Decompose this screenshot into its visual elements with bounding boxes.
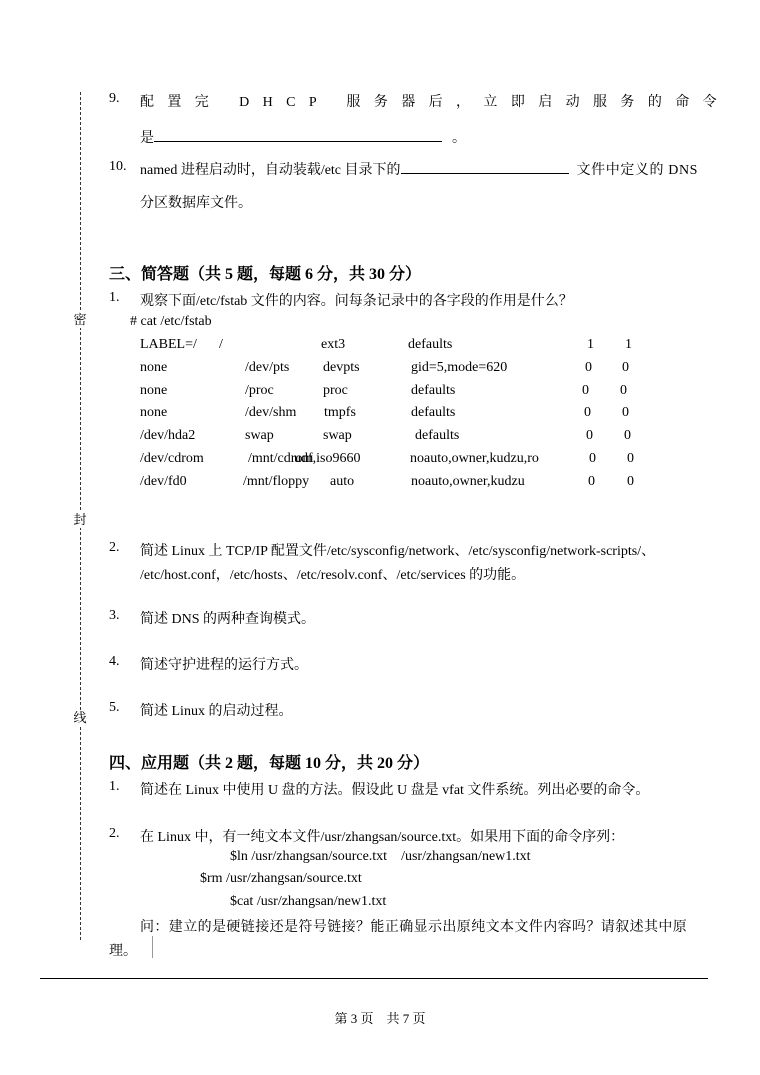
s4-q2-number: 2.	[109, 826, 120, 841]
section4-title: 四、应用题（共 2 题，每题 10 分，共 20 分）	[109, 755, 430, 772]
fstab-field: 0	[589, 451, 596, 466]
fstab-field: /dev/pts	[245, 359, 290, 375]
fill-in-10-pre: named 进程启动时，自动装载/etc 目录下的	[140, 163, 401, 178]
fill-in-9-text: 配置完 DHCP 服务器后，立即启动服务的命令	[140, 95, 731, 110]
text-cursor	[152, 936, 153, 958]
section3-title: 三、简答题（共 5 题，每题 6 分，共 30 分）	[109, 266, 422, 283]
page-footer: 第 3 页 共 7 页	[334, 1011, 426, 1026]
fill-in-10-number: 10.	[109, 159, 127, 174]
fstab-field: defaults	[415, 428, 460, 444]
fstab-row	[0, 428, 760, 450]
s3-q3-number: 3.	[109, 608, 120, 623]
fstab-field: gid=5,mode=620	[411, 359, 508, 375]
fstab-field: 0	[624, 428, 631, 444]
fstab-row	[0, 474, 760, 496]
fstab-field: defaults	[411, 405, 456, 421]
s4-q2-cmd1: $ln /usr/zhangsan/source.txt /usr/zhangsan/new1.txt	[230, 849, 531, 864]
fstab-field: defaults	[411, 382, 456, 398]
s4-q2-question-line1: 问：建立的是硬链接还是符号链接？能正确显示出原纯文本文件内容吗？请叙述其中原	[140, 920, 688, 935]
seal-char-xian: 线	[73, 710, 87, 725]
fstab-row	[0, 405, 760, 427]
fill-in-9-blank[interactable]	[154, 127, 442, 142]
footer-rule	[40, 978, 708, 979]
fstab-field: /dev/shm	[245, 405, 297, 421]
fstab-field: 0	[582, 382, 589, 398]
fstab-field: /dev/cdrom	[140, 451, 204, 466]
s4-q2-cmd2: $rm /usr/zhangsan/source.txt	[200, 871, 362, 886]
fill-in-10-continuation: 分区数据库文件。	[140, 196, 252, 211]
seal-char-mi: 密	[73, 312, 87, 327]
fstab-field: tmpfs	[324, 405, 356, 421]
fill-in-9-number: 9.	[109, 91, 120, 106]
fstab-field: 0	[622, 359, 629, 375]
fill-in-9-continuation	[140, 127, 466, 147]
s4-q2-cmd3: $cat /usr/zhangsan/new1.txt	[230, 894, 387, 909]
s3-q1-text: 观察下面/etc/fstab 文件的内容。问每条记录中的各字段的作用是什么？	[140, 294, 573, 309]
fstab-field: 0	[584, 405, 591, 421]
fstab-row	[0, 360, 760, 382]
s4-q2-question-line2: 理。	[109, 944, 137, 959]
fstab-field: /dev/fd0	[140, 473, 187, 489]
fstab-field: noauto,owner,kudzu	[411, 473, 525, 489]
s3-q4-number: 4.	[109, 654, 120, 669]
seal-char-feng: 封	[73, 512, 87, 527]
fstab-field: none	[140, 359, 168, 375]
fstab-field: noauto,owner,kudzu,ro	[410, 451, 539, 466]
fstab-field: /dev/hda2	[140, 428, 196, 444]
fill-in-9-period: 。	[452, 131, 466, 146]
s3-q2-line2: /etc/host.conf，/etc/hosts、/etc/resolv.conf、/etc/services 的功能。	[140, 568, 526, 583]
fstab-field: auto	[330, 473, 355, 489]
fill-in-9-cont-text: 是	[140, 131, 154, 146]
s3-q5-text: 简述 Linux 的启动过程。	[140, 704, 293, 719]
fstab-field: /proc	[245, 382, 274, 398]
fstab-command: # cat /etc/fstab	[130, 314, 212, 329]
s3-q5-number: 5.	[109, 700, 120, 715]
fstab-row	[0, 451, 760, 473]
s3-q4-text: 简述守护进程的运行方式。	[140, 658, 308, 673]
fstab-field: /	[219, 337, 223, 352]
fstab-field: defaults	[408, 337, 453, 352]
fstab-field: 0	[588, 473, 595, 489]
fstab-field: 0	[586, 428, 593, 444]
fstab-field: 1	[587, 337, 594, 352]
fill-in-10-post: 文件中定义的 DNS	[576, 163, 699, 178]
fstab-field: swap	[323, 428, 352, 444]
fstab-field: 0	[627, 473, 634, 489]
s4-q1-text: 简述在 Linux 中使用 U 盘的方法。假设此 U 盘是 vfat 文件系统。列出必要的命令。	[140, 783, 650, 798]
s4-q2-text: 在 Linux 中，有一纯文本文件/usr/zhangsan/source.txt。如果用下面的命令序列：	[140, 830, 625, 845]
s3-q3-text: 简述 DNS 的两种查询模式。	[140, 612, 316, 627]
fstab-field: 0	[585, 359, 592, 375]
s3-q1-number: 1.	[109, 290, 120, 305]
fstab-field: 0	[622, 405, 629, 421]
fstab-field: none	[140, 382, 168, 398]
fstab-field: /mnt/floppy	[243, 473, 310, 489]
fstab-field: ext3	[321, 337, 346, 352]
fstab-field: devpts	[323, 359, 360, 375]
s3-q2-line1: 简述 Linux 上 TCP/IP 配置文件/etc/sysconfig/network、/etc/sysconfig/network-scripts/、	[140, 544, 656, 559]
s4-q1-number: 1.	[109, 779, 120, 794]
fstab-field: /mnt/cdrom	[248, 451, 314, 466]
fstab-field: LABEL=/	[140, 337, 197, 352]
fstab-field: 0	[620, 382, 627, 398]
fstab-row	[0, 337, 760, 359]
fstab-field: none	[140, 405, 168, 421]
fill-in-10-text	[140, 159, 698, 179]
fstab-field: 0	[627, 451, 634, 466]
fstab-field: udf,iso9660	[294, 451, 361, 466]
fill-in-10-blank[interactable]	[401, 159, 569, 174]
fstab-row	[0, 383, 760, 405]
fstab-field: proc	[323, 382, 348, 398]
s3-q2-number: 2.	[109, 540, 120, 555]
fstab-field: swap	[245, 428, 274, 444]
fstab-field: 1	[625, 337, 632, 352]
